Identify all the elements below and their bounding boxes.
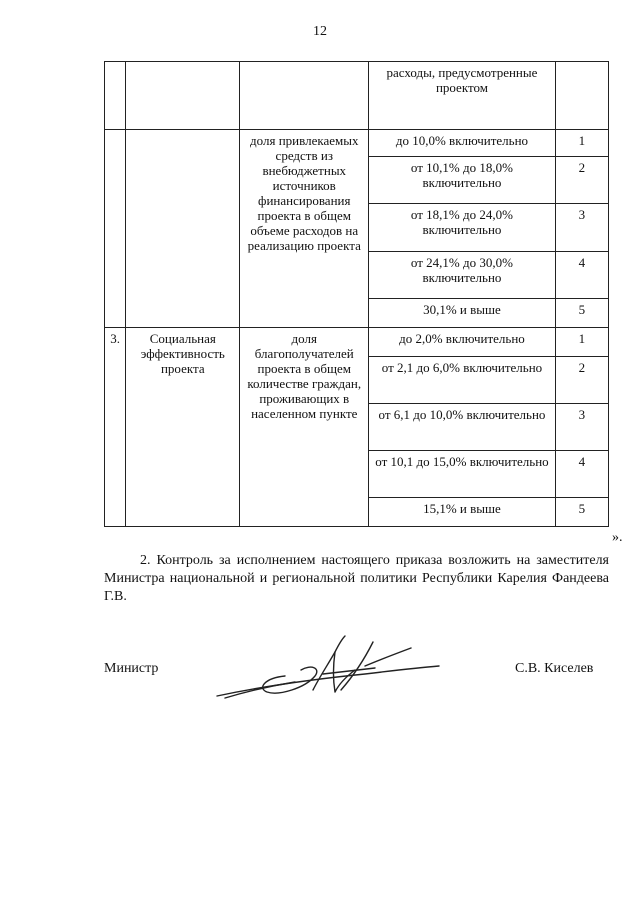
score-cell: 1 [555,130,608,157]
score-cell: 3 [555,404,608,451]
closing-quote: ». [612,530,623,545]
table-cell [555,62,608,130]
value-cell: до 10,0% включительно [369,130,555,157]
value-cell: 30,1% и выше [369,299,555,328]
value-cell: от 10,1% до 18,0% включительно [369,157,555,204]
signatory-title: Министр [104,661,159,676]
table-cell: расходы, предусмотренные проектом [369,62,555,130]
value-cell: от 6,1 до 10,0% включительно [369,404,555,451]
table-row [105,62,609,130]
table-cell [105,62,126,130]
value-cell: от 2,1 до 6,0% включительно [369,357,555,404]
signatory-name: С.В. Киселев [515,661,594,676]
handwritten-signature [215,630,440,710]
table-row [105,328,609,357]
table-cell [240,62,369,130]
value-cell: 15,1% и выше [369,498,555,527]
control-paragraph: 2. Контроль за исполнением настоящего приказа возложить на заместителя Министра национальной и региональной политики Республики Карелия Фандеева Г.В. [104,553,609,604]
value-cell: от 24,1% до 30,0% включительно [369,252,555,299]
criterion-cell: доля привлекаемых средств из внебюджетных источников финансирования проекта в общем объеме расходов на реализацию проекта [240,130,369,328]
table-cell [105,130,126,328]
criterion-cell: доля благополучателей проекта в общем количестве граждан, проживающих в населенном пункте [240,328,369,527]
value-cell: от 18,1% до 24,0% включительно [369,204,555,252]
indicator-name: Социальная эффективность проекта [126,328,240,527]
score-cell: 5 [555,498,608,527]
criteria-table [104,61,609,527]
value-cell: до 2,0% включительно [369,328,555,357]
score-cell: 5 [555,299,608,328]
value-cell: от 10,1 до 15,0% включительно [369,451,555,498]
score-cell: 2 [555,357,608,404]
score-cell: 3 [555,204,608,252]
score-cell: 2 [555,157,608,204]
table-cell [126,62,240,130]
score-cell: 4 [555,451,608,498]
score-cell: 4 [555,252,608,299]
row-number: 3. [105,328,126,527]
score-cell: 1 [555,328,608,357]
table-cell [126,130,240,328]
table-row [105,130,609,157]
page-number: 12 [313,24,327,39]
